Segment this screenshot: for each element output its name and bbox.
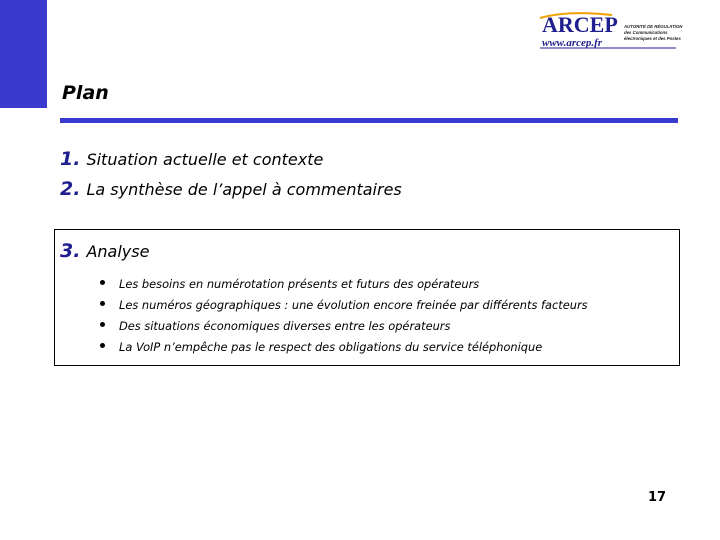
plan-item-1 — [60, 148, 323, 170]
logo-wordmark: ARCEP — [542, 12, 618, 37]
bullet-icon — [100, 322, 105, 327]
plan-item-number: 2. — [60, 178, 81, 200]
plan-item-label: La synthèse de l’appel à commentaires — [86, 180, 402, 199]
plan-item-2 — [60, 178, 402, 200]
plan-item-label: Analyse — [86, 242, 150, 261]
plan-item-number: 1. — [60, 148, 81, 170]
title-rule — [60, 118, 678, 123]
bullet-icon — [100, 280, 105, 285]
bullet-text: La VoIP n’empêche pas le respect des obligations du service téléphonique — [119, 340, 543, 354]
bullet-text: Les numéros géographiques : une évolution encore freinée par différents facteurs — [119, 298, 588, 312]
page-title: Plan — [62, 82, 109, 104]
bullet-text: Des situations économiques diverses entre les opérateurs — [119, 319, 451, 333]
arcep-logo — [538, 8, 683, 52]
bullet-icon — [100, 343, 105, 348]
plan-item-3 — [60, 240, 149, 262]
logo-url: www.arcep.fr — [542, 37, 603, 49]
page-number: 17 — [648, 490, 667, 505]
bullet-text: Les besoins en numérotation présents et futurs des opérateurs — [119, 277, 480, 291]
side-accent-bar — [0, 0, 47, 108]
plan-item-number: 3. — [60, 240, 81, 262]
plan-item-label: Situation actuelle et contexte — [86, 150, 324, 169]
bullet-icon — [100, 301, 105, 306]
logo-tagline: AUTORITÉ DE RÉGULATION des Communications électroniques et des Postes — [624, 24, 683, 41]
